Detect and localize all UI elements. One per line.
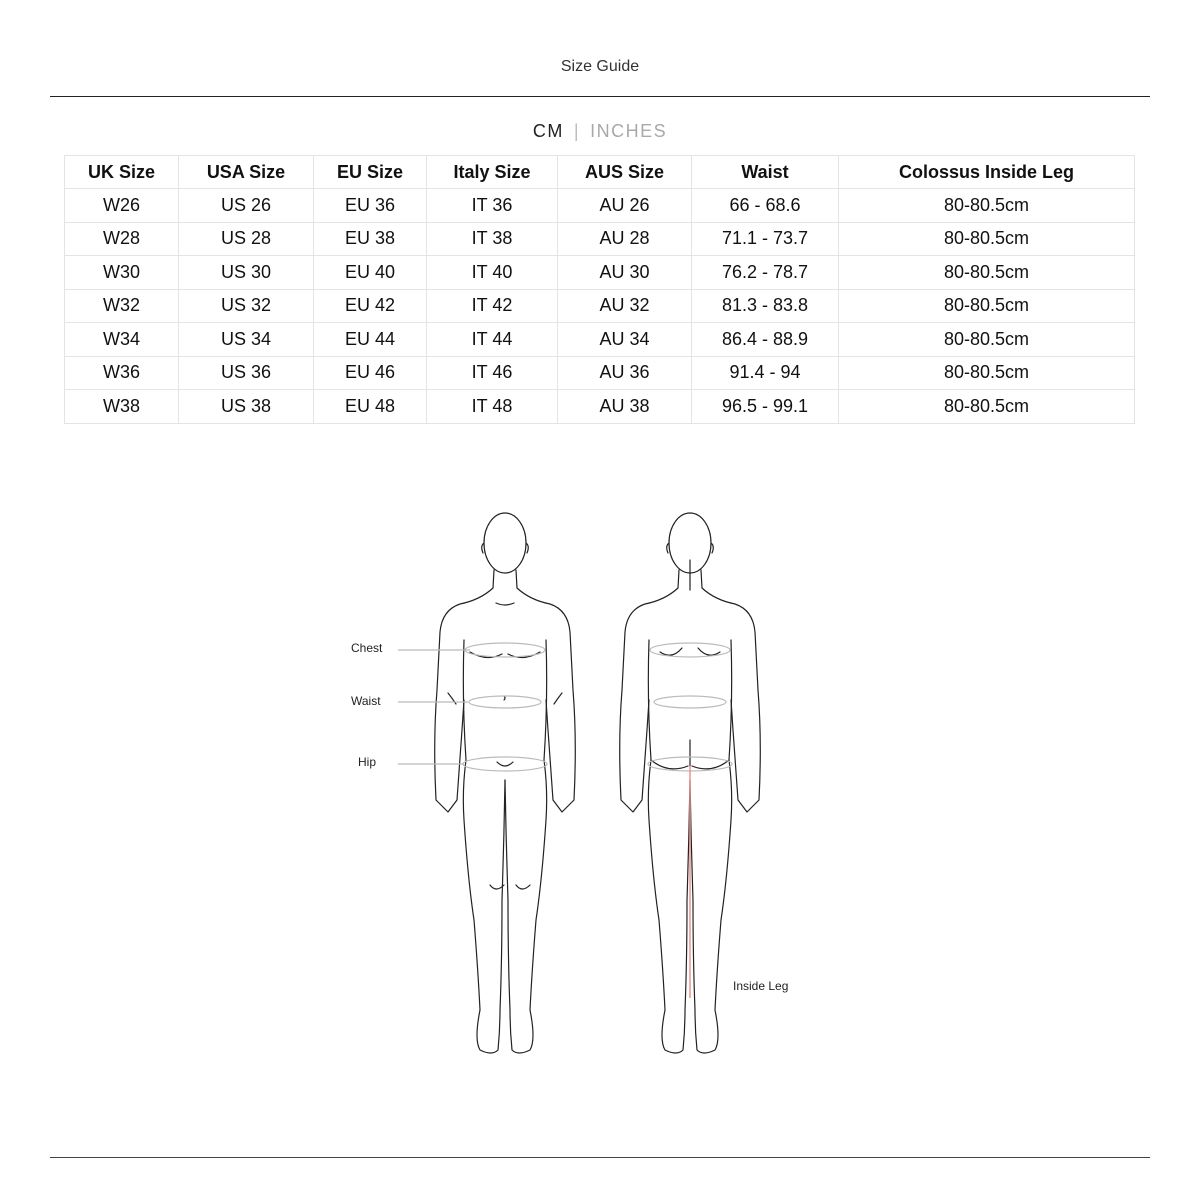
table-cell: W28 — [65, 222, 179, 256]
table-cell: W30 — [65, 256, 179, 290]
column-header: EU Size — [314, 156, 427, 189]
table-cell: 86.4 - 88.9 — [692, 323, 839, 357]
waist-guide-back — [654, 696, 726, 708]
table-cell: US 30 — [179, 256, 314, 290]
unit-inches-tab[interactable]: INCHES — [590, 121, 668, 141]
table-cell: IT 48 — [427, 390, 558, 424]
header-divider — [50, 96, 1150, 97]
table-cell: IT 42 — [427, 289, 558, 323]
table-cell: 96.5 - 99.1 — [692, 390, 839, 424]
table-cell: 80-80.5cm — [839, 289, 1135, 323]
table-cell: EU 38 — [314, 222, 427, 256]
column-header: Waist — [692, 156, 839, 189]
table-cell: 80-80.5cm — [839, 222, 1135, 256]
table-cell: IT 44 — [427, 323, 558, 357]
table-cell: EU 36 — [314, 189, 427, 223]
chest-label: Chest — [351, 641, 383, 655]
table-cell: W36 — [65, 356, 179, 390]
table-cell: IT 36 — [427, 189, 558, 223]
table-cell: EU 42 — [314, 289, 427, 323]
table-cell: AU 34 — [558, 323, 692, 357]
table-cell: 76.2 - 78.7 — [692, 256, 839, 290]
table-cell: US 36 — [179, 356, 314, 390]
front-figure — [435, 513, 576, 1053]
table-cell: 66 - 68.6 — [692, 189, 839, 223]
front-head — [484, 513, 526, 573]
table-cell: US 32 — [179, 289, 314, 323]
unit-separator: | — [573, 121, 581, 141]
table-cell: 80-80.5cm — [839, 256, 1135, 290]
table-cell: EU 44 — [314, 323, 427, 357]
table-cell: W26 — [65, 189, 179, 223]
table-cell: AU 36 — [558, 356, 692, 390]
table-cell: 71.1 - 73.7 — [692, 222, 839, 256]
table-cell: EU 40 — [314, 256, 427, 290]
table-cell: IT 38 — [427, 222, 558, 256]
table-cell: AU 26 — [558, 189, 692, 223]
column-header: UK Size — [65, 156, 179, 189]
table-cell: AU 38 — [558, 390, 692, 424]
table-cell: 91.4 - 94 — [692, 356, 839, 390]
measurement-guides — [398, 643, 732, 771]
table-row — [65, 222, 1135, 256]
table-cell: US 34 — [179, 323, 314, 357]
column-header: Colossus Inside Leg — [839, 156, 1135, 189]
table-cell: AU 28 — [558, 222, 692, 256]
table-cell: US 38 — [179, 390, 314, 424]
table-cell: US 26 — [179, 189, 314, 223]
table-cell: IT 40 — [427, 256, 558, 290]
table-cell: 80-80.5cm — [839, 356, 1135, 390]
measurement-diagram — [330, 500, 810, 1070]
footer-divider — [50, 1157, 1150, 1158]
table-cell: 80-80.5cm — [839, 323, 1135, 357]
table-row — [65, 390, 1135, 424]
table-cell: W34 — [65, 323, 179, 357]
table-cell: AU 30 — [558, 256, 692, 290]
table-cell: EU 46 — [314, 356, 427, 390]
table-header-row — [65, 156, 1135, 189]
unit-toggle — [0, 121, 1200, 142]
table-cell: 80-80.5cm — [839, 390, 1135, 424]
table-row — [65, 323, 1135, 357]
table-cell: EU 48 — [314, 390, 427, 424]
table-row — [65, 356, 1135, 390]
table-cell: AU 32 — [558, 289, 692, 323]
unit-cm-tab[interactable]: CM — [532, 121, 564, 141]
hip-guide-front — [463, 757, 547, 771]
chest-guide-front — [465, 643, 545, 657]
column-header: USA Size — [179, 156, 314, 189]
body-figure-illustration — [330, 500, 810, 1070]
inside-leg-label: Inside Leg — [733, 979, 789, 993]
column-header: Italy Size — [427, 156, 558, 189]
waist-label: Waist — [351, 694, 381, 708]
table-row — [65, 189, 1135, 223]
table-row — [65, 289, 1135, 323]
table-cell: 80-80.5cm — [839, 189, 1135, 223]
table-cell: 81.3 - 83.8 — [692, 289, 839, 323]
table-cell: US 28 — [179, 222, 314, 256]
table-row — [65, 256, 1135, 290]
table-cell: W32 — [65, 289, 179, 323]
chest-guide-back — [650, 643, 730, 657]
column-header: AUS Size — [558, 156, 692, 189]
table-cell: W38 — [65, 390, 179, 424]
size-table — [64, 155, 1135, 424]
hip-label: Hip — [358, 755, 377, 769]
table-cell: IT 46 — [427, 356, 558, 390]
page-title: Size Guide — [560, 58, 640, 75]
